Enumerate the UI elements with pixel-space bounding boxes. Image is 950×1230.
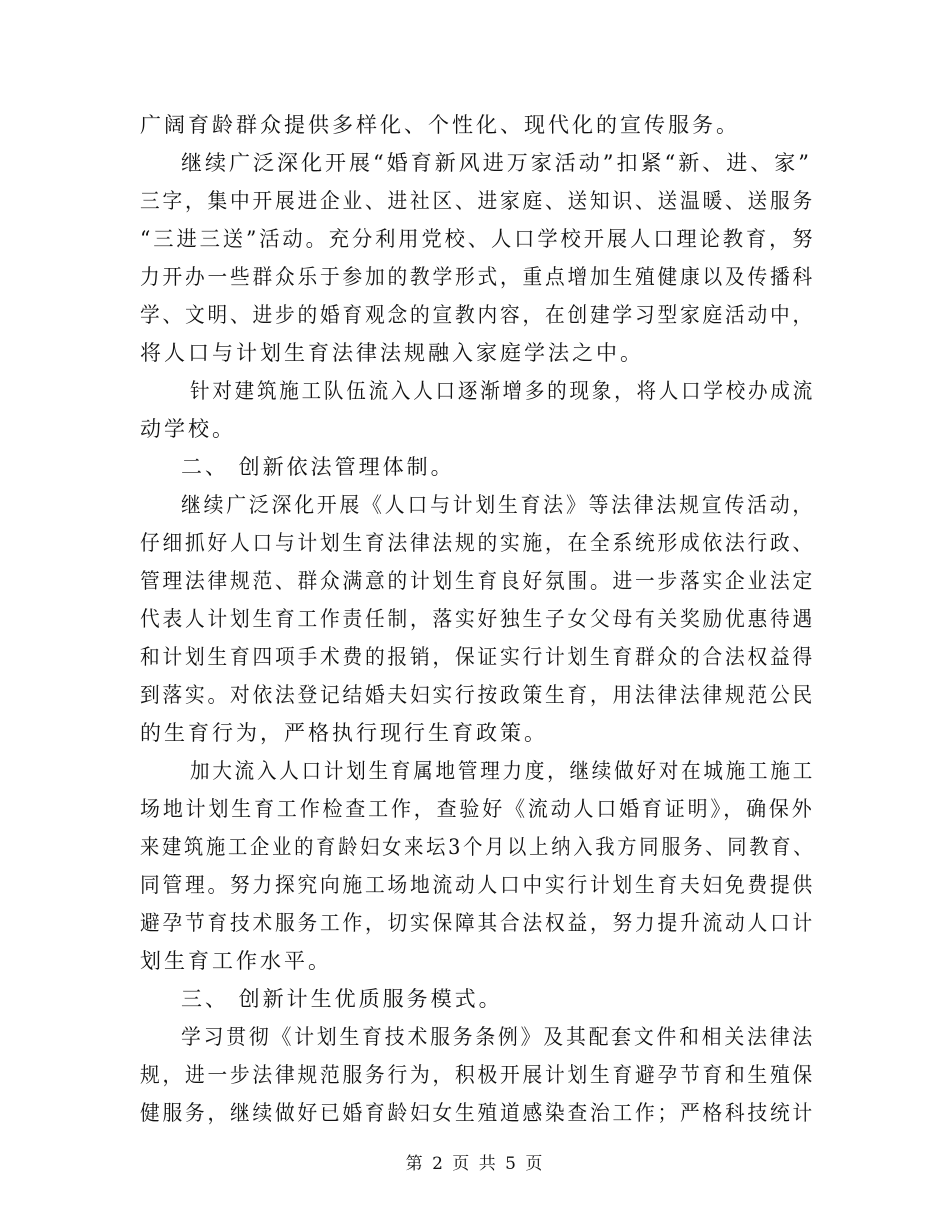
text-line: 动学校。	[140, 417, 236, 441]
text-line: 加大流入人口计划生育属地管理力度，继续做好对在城施工施工	[190, 759, 816, 783]
text-line: 到落实。对依法登记结婚夫妇实行按政策生育，用法律法律规范公民	[140, 683, 815, 707]
text-line: 代表人计划生育工作责任制，落实好独生子女父母有关奖励优惠待遇	[140, 607, 815, 631]
text-line: 学习贯彻《计划生育技术服务条例》及其配套文件和相关法律法	[181, 1025, 816, 1049]
text-line: 仔细抓好人口与计划生育法律法规的实施，在全系统形成依法行政、	[140, 531, 815, 555]
text-line: 针对建筑施工队伍流入人口逐渐增多的现象，将人口学校办成流	[190, 379, 816, 403]
text-line: 避孕节育技术服务工作，切实保障其合法权益，努力提升流动人口计	[140, 911, 815, 935]
text-line: 的生育行为，严格执行现行生育政策。	[140, 721, 548, 745]
text-line: “三进三送”活动。充分利用党校、人口学校开展人口理论教育，努	[140, 227, 816, 251]
text-line: 健服务，继续做好已婚育龄妇女生殖道感染查治工作；严格科技统计	[140, 1101, 815, 1125]
section-heading: 三、 创新计生优质服务模式。	[181, 987, 503, 1011]
text-line: 继续广泛深化开展《人口与计划生育法》等法律法规宣传活动，	[181, 493, 816, 517]
section-heading: 二、 创新依法管理体制。	[181, 455, 455, 479]
text-line: 管理法律规范、群众满意的计划生育良好氛围。进一步落实企业法定	[140, 569, 815, 593]
text-line: 场地计划生育工作检查工作，查验好《流动人口婚育证明》，确保外	[140, 797, 815, 821]
text-line: 力开办一些群众乐于参加的教学形式，重点增加生殖健康以及传播科	[140, 265, 815, 289]
text-line: 规，进一步法律规范服务行为，积极开展计划生育避孕节育和生殖保	[140, 1063, 815, 1087]
text-line: 划生育工作水平。	[140, 949, 332, 973]
text-line: 将人口与计划生育法律法规融入家庭学法之中。	[140, 341, 644, 365]
text-line: 和计划生育四项手术费的报销，保证实行计划生育群众的合法权益得	[140, 645, 815, 669]
text-line: 继续广泛深化开展“婚育新风进万家活动”扣紧“新、进、家”	[181, 151, 812, 175]
text-line: 同管理。努力探究向施工场地流动人口中实行计划生育夫妇免费提供	[140, 873, 815, 897]
text-line: 学、文明、进步的婚育观念的宣教内容，在创建学习型家庭活动中，	[140, 303, 815, 327]
page-footer: 第 2 页 共 5 页	[405, 1154, 545, 1174]
text-line: 三字，集中开展进企业、进社区、进家庭、送知识、送温暖、送服务	[140, 189, 815, 213]
text-line: 来建筑施工企业的育龄妇女来坛3个月以上纳入我方同服务、同教育、	[140, 835, 816, 859]
text-line: 广阔育龄群众提供多样化、个性化、现代化的宣传服务。	[140, 113, 740, 137]
